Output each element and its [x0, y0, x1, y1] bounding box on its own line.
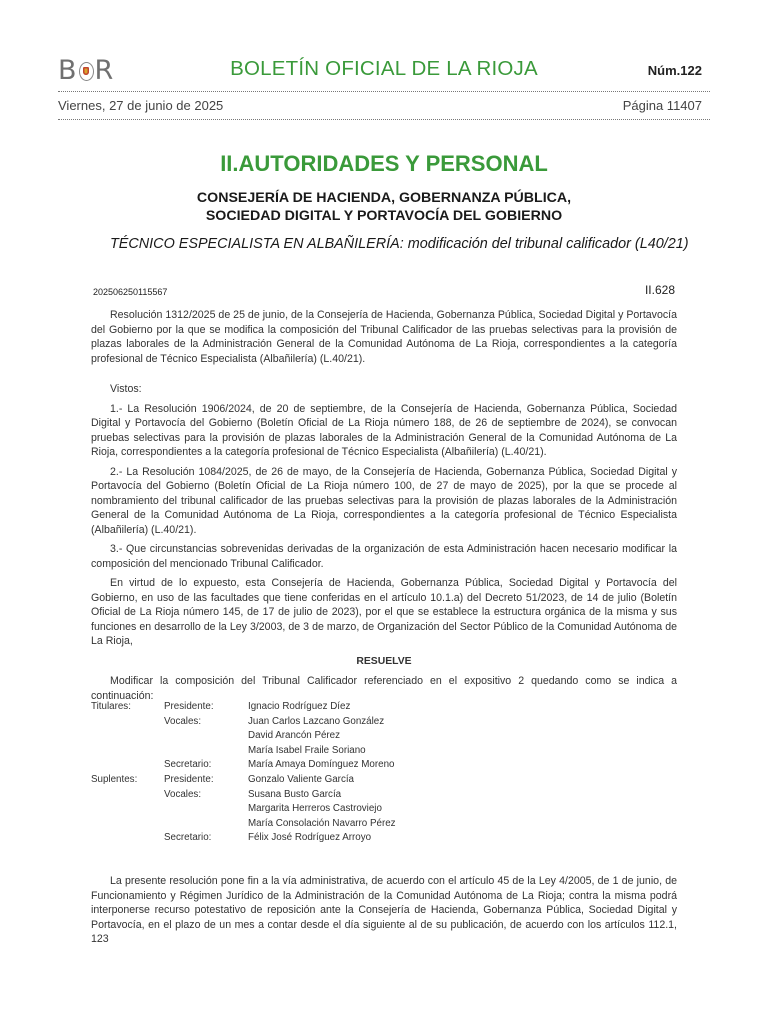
dotted-divider-top: [58, 91, 710, 92]
section-title: II.AUTORIDADES Y PERSONAL: [220, 151, 548, 176]
closing-paragraph: La presente resolución pone fin a la vía administrativa, de acuerdo con el artículo 45 de la Ley 4/2005, de 1 de junio, de Funcionamiento y Régimen Jurídico de la Administración de la Comunidad Autónoma de La Rioja; contra la misma podrá interponerse recurso potestativo de reposición ante la Consejería de Hacienda, Gobernanza Pública, Sociedad Digital y Portavocía, en el plazo de un mes a contar desde el día siguiente al de su publicación, de acuerdo con los artículos 112.1, 123: [91, 875, 677, 945]
reference-code: 202506250115567: [93, 287, 168, 297]
tribunal-member: Susana Busto García: [248, 788, 342, 800]
page-number: Página 11407: [622, 98, 702, 113]
ministry-line-2: SOCIEDAD DIGITAL Y PORTAVOCÍA DEL GOBIERNO: [205, 208, 563, 224]
resolution-body: [91, 308, 677, 703]
logo-letter-r: R: [94, 55, 115, 86]
tribunal-group: Suplentes:: [91, 774, 138, 785]
resuelve-heading: RESUELVE: [356, 655, 412, 667]
legal-basis: En virtud de lo expuesto, esta Consejería de Hacienda, Gobernanza Pública, Sociedad Digital y Portavocía del Gobierno, en uso de las facultades que tiene conferidas en el artículo 10.1.a) del Decreto 51/2023, de 14 de julio (Boletín Oficial de La Rioja número 145, de 17 de julio de 2023), por el que se establece la estructura orgánica de la misma y sus funciones en desarrollo de la Ley 3/2003, de 3 de marzo, de Organización del Sector Público de la Comunidad Autónoma de La Rioja,: [91, 577, 677, 647]
tribunal-member: María Isabel Fraile Soriano: [248, 744, 366, 756]
tribunal-member: Ignacio Rodríguez Díez: [248, 701, 351, 712]
ministry-line-1: CONSEJERÍA DE HACIENDA, GOBERNANZA PÚBLICA,: [196, 190, 572, 206]
tribunal-role: Secretario:: [164, 759, 212, 771]
vistos-item-2: 2.- La Resolución 1084/2025, de 26 de mayo, de la Consejería de Hacienda, Gobernanza Pública, Sociedad Digital y Portavocía del Gobierno (Boletín Oficial de La Rioja número 100, de 27 de mayo de 2025), por la que se procede al nombramiento del tribunal calificador de las pruebas selectivas para la provisión de plazas laborales de la Administración General de la Comunidad Autónoma de La Rioja, correspondientes a la categoría profesional de Técnico Especialista (Albañilería) (L.40/21).: [91, 465, 677, 536]
tribunal-group: Titulares:: [91, 701, 131, 712]
vistos-label: Vistos:: [110, 383, 142, 395]
tribunal-role: Presidente:: [164, 774, 214, 785]
resolution-decision: Modificar la composición del Tribunal Calificador referenciado en el expositivo 2 quedando como se indica a continuación:: [91, 675, 677, 702]
tribunal-role: Secretario:: [164, 832, 212, 844]
dotted-divider-bottom: [58, 119, 710, 120]
section-code: II.628: [644, 283, 675, 297]
tribunal-member: Félix José Rodríguez Arroyo: [248, 832, 372, 844]
resolution-intro: Resolución 1312/2025 de 25 de junio, de la Consejería de Hacienda, Gobernanza Pública, Sociedad Digital y Portavocía del Gobierno por la que se modifica la composición del Tribunal Calificador de las pruebas selectivas para la provisión de plazas laborales de la Administración General de la Comunidad Autónoma de La Rioja, correspondientes a la categoría profesional de Técnico Especialista (Albañilería) (L.40/21).: [91, 309, 677, 365]
ministry-heading: [120, 189, 648, 225]
tribunal-role: Vocales:: [164, 715, 202, 727]
tribunal-role: Presidente:: [164, 701, 214, 712]
publication-date: Viernes, 27 de junio de 2025: [58, 98, 224, 113]
tribunal-member: María Consolación Navarro Pérez: [248, 817, 396, 829]
tribunal-role: Vocales:: [164, 788, 202, 800]
tribunal-member: David Arancón Pérez: [248, 730, 341, 742]
tribunal-member: Gonzalo Valiente García: [248, 774, 355, 785]
tribunal-member: Margarita Herreros Castroviejo: [248, 803, 382, 815]
vistos-item-3: 3.- Que circunstancias sobrevenidas derivadas de la organización de esta Administración hacen necesario modificar la composición del mencionado Tribunal Calificador.: [91, 543, 677, 570]
tribunal-member: María Amaya Domínguez Moreno: [248, 759, 395, 771]
vistos-item-1: 1.- La Resolución 1906/2024, de 20 de septiembre, de la Consejería de Hacienda, Gobernanza Pública, Sociedad Digital y Portavocía del Gobierno (Boletín Oficial de La Rioja número 188, de 26 de septiembre de 2024), se convocan pruebas selectivas para la provisión de plazas laborales de la Administración General de la Comunidad Autónoma de La Rioja, correspondientes a la categoría profesional de Técnico Especialista (Albañilería) (L.40/21).: [91, 402, 677, 458]
issue-number: Núm.122: [647, 63, 702, 78]
tribunal-member: Juan Carlos Lazcano González: [248, 715, 385, 727]
subject-heading: TÉCNICO ESPECIALISTA EN ALBAÑILERÍA: modificación del tribunal calificador (L40/21): [110, 236, 689, 252]
bulletin-title: BOLETÍN OFICIAL DE LA RIOJA: [230, 57, 538, 80]
logo-letter-b: B: [58, 55, 78, 86]
